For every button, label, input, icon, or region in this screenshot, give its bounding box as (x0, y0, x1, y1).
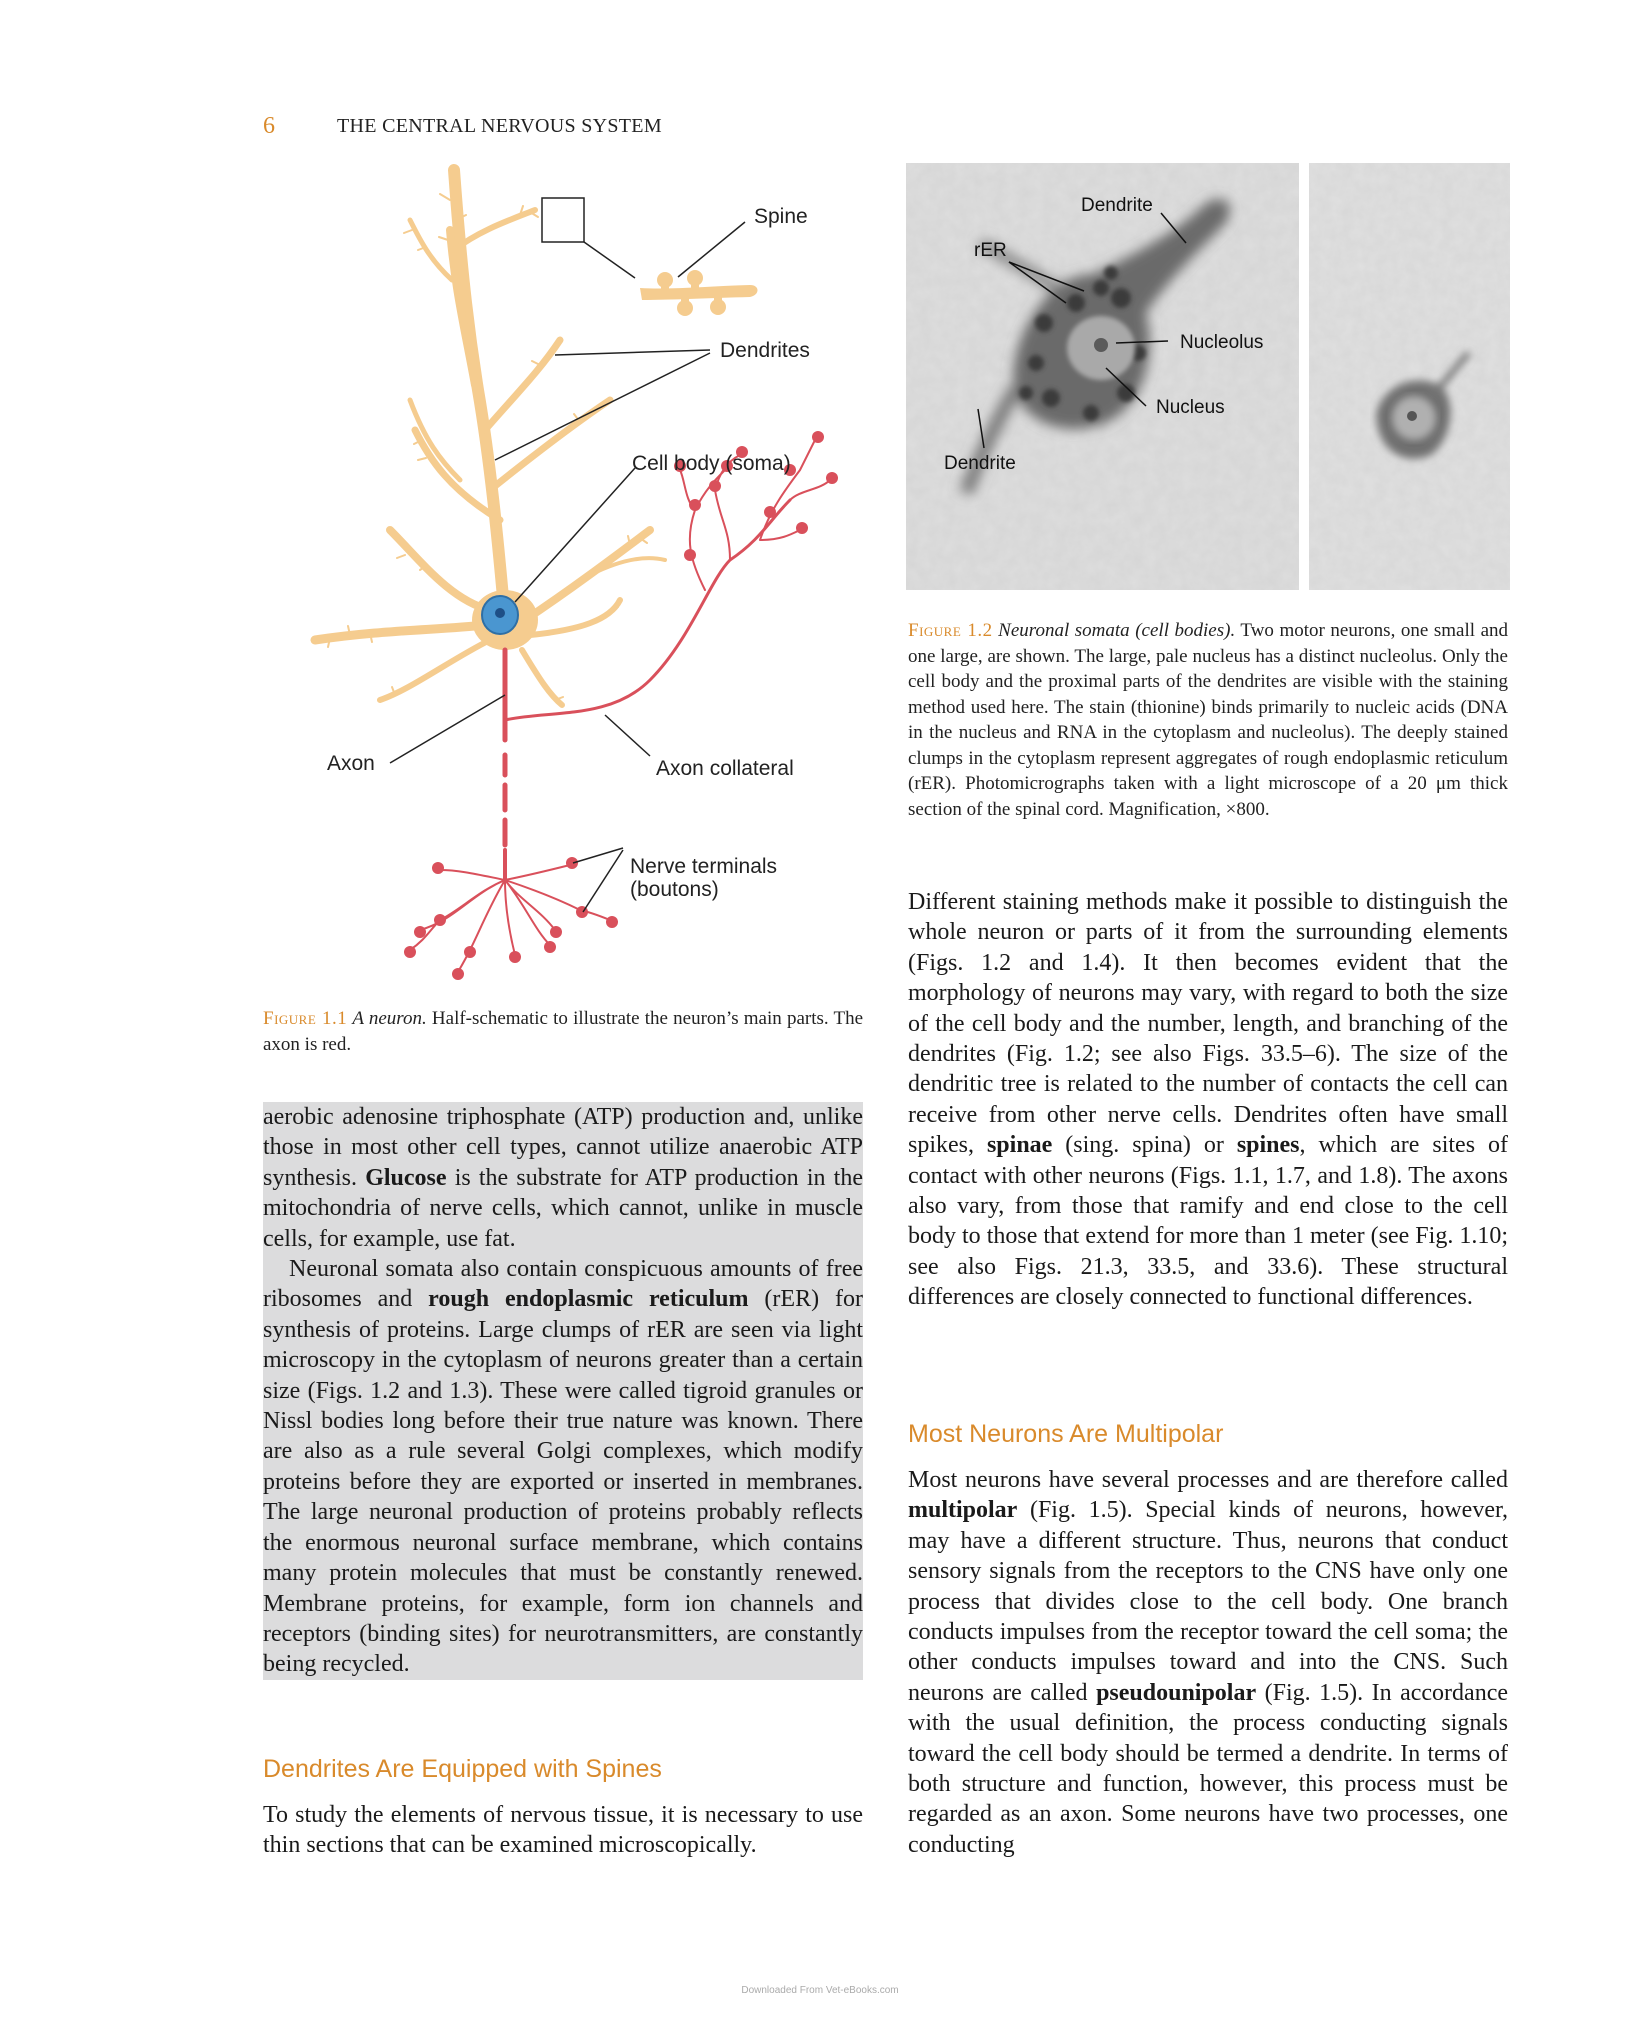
box-paragraph-2 (263, 1254, 863, 1680)
label-spine: Spine (754, 205, 808, 228)
bold-term-glucose: Glucose (365, 1164, 447, 1191)
section-heading-dendrites: Dendrites Are Equipped with Spines (263, 1755, 662, 1783)
label-axon-collateral: Axon collateral (656, 757, 794, 780)
label-dendrites: Dendrites (720, 339, 810, 362)
page-number: 6 (263, 113, 275, 139)
right-paragraph-1 (908, 887, 1508, 1313)
axon (410, 440, 830, 972)
text-run: (Fig. 1.5). Special kinds of neurons, however, may have a different structure. Thus, neurons that conduct sensory signals from the receptors to the CNS have only one process that divides close to the cell body. One branch conducts impulses from the receptor toward the cell soma; the other conducts impulses toward and into the CNS. Such neurons are called (908, 1497, 1508, 1706)
text-run: aerobic adenosine triphosphate (ATP) production and, unlike those in most other cell types, cannot utilize anaerobic ATP synthesis. (263, 1104, 863, 1191)
neuron-schematic-figure (290, 160, 860, 990)
label-boutons: (boutons) (630, 878, 719, 901)
text-run: Neuronal somata also contain conspicuous amounts of free ribosomes and (263, 1256, 863, 1313)
section-heading-multipolar: Most Neurons Are Multipolar (908, 1420, 1224, 1448)
text-run: is the substrate for ATP production in the mitochondria of nerve cells, which cannot, unlike in muscle cells, for example, use fat. (263, 1164, 863, 1252)
spine-zoom-box (542, 198, 584, 242)
text-run: (Fig. 1.5). In accordance with the usual definition, the process conducting signals toward the cell body should be termed a dendrite. In terms of both structure and function, however, this process must be regarded as an axon. Some neurons have two processes, one conducting (908, 1679, 1509, 1858)
label-rer: rER (974, 240, 1007, 261)
figure-1-1-caption (263, 1006, 863, 1057)
nucleolus-photo (1094, 338, 1108, 352)
label-nucleus: Nucleus (1156, 397, 1225, 418)
figure-1-1-label: Figure 1.1 (263, 1008, 348, 1029)
figure-1-2-label: Figure 1.2 (908, 620, 993, 641)
nucleolus-marker (495, 608, 505, 618)
bold-term-spines: spines (1236, 1132, 1300, 1159)
box-paragraph-1 (263, 1102, 863, 1254)
text-run: Most neurons have several processes and are therefore called (908, 1467, 1508, 1493)
figure-1-1-title: A neuron. (352, 1008, 427, 1029)
label-axon: Axon (327, 752, 375, 775)
text-run: (rER) for synthesis of proteins. Large clumps of rER are seen via light microscopy in the cytoplasm of neurons greater than a certain size (Figs. 1.2 and 1.3). These were called tigroid granules or Nissl bodies long before their true nature was known. There are also as a rule several Golgi complexes, which modify proteins before they are exported or inserted in membranes. The large neuronal production of proteins probably reflects the enormous neuronal surface membrane, which contains many protein molecules that must be constantly renewed. Membrane proteins, for example, form ion channels and receptors (binding sites) for neurotransmitters, are constantly being recycled. (263, 1286, 863, 1678)
highlighted-text-box (263, 1102, 863, 1680)
label-nucleolus: Nucleolus (1180, 332, 1264, 353)
bold-term-rer: rough endoplasmic reticulum (428, 1286, 749, 1313)
label-dendrite-top: Dendrite (1081, 195, 1153, 216)
figure-1-1-text: Half-schematic to illustrate the neuron’s main parts. The axon is red. (263, 1008, 864, 1055)
label-nerve-terminals: Nerve terminals (630, 855, 778, 878)
boutons (404, 431, 838, 980)
label-cell-body: Cell body (soma) (632, 452, 791, 475)
photomicrograph-large-neuron (906, 163, 1299, 590)
bold-term-spinae: spinae (986, 1132, 1053, 1159)
text-run: Different staining methods make it possible to distinguish the whole neuron or parts of it from the surrounding elements (Figs. 1.2 and 1.4). It then becomes evident that the morphology of neurons may vary, with regard to both the size of the cell body and the number, length, and branching of the dendrites (Fig. 1.2; see also Figs. 33.5–6). The size of the dendritic tree is related to the number of contacts the cell can receive from other nerve cells. Dendrites often have small spikes, (908, 889, 1508, 1159)
text-run: (sing. spina) or (1052, 1132, 1237, 1159)
figure-1-2-title: Neuronal somata (cell bodies). (998, 620, 1236, 641)
left-paragraph-3 (263, 1800, 863, 1861)
photomicrograph-small-neuron (1309, 163, 1510, 590)
right-paragraph-2 (908, 1465, 1508, 1860)
text-run: To study the elements of nervous tissue, it is necessary to use thin sections that can be examined microscopically. (263, 1802, 863, 1859)
figure-1-2-text: Two motor neurons, one small and one large, are shown. The large, pale nucleus has a distinct nucleolus. Only the cell body and the proximal parts of the dendrites are visible with the staining method used here. The stain (thionine) binds primarily to nucleic acids (DNA in the nucleus and RNA in the cytoplasm and nucleolus). The deeply stained clumps in the cytoplasm represent aggregates of rough endoplasmic reticulum (rER). Photomicrographs taken with a light microscope of a 20 μm thick section of the spinal cord. Magnification, ×800. (908, 620, 1509, 820)
figure-1-2-caption (908, 618, 1508, 822)
text-run: , which are sites of contact with other neurons (Figs. 1.1, 1.7, and 1.8). The axons also vary, from those that ramify and end close to the cell body to those that extend for more than 1 meter (see Fig. 1.10; see also Figs. 21.3, 33.5, and 33.6). These structural differences are closely connected to functional differences. (908, 1132, 1508, 1311)
running-head: THE CENTRAL NERVOUS SYSTEM (337, 115, 662, 137)
bold-term-pseudounipolar: pseudounipolar (1096, 1679, 1257, 1706)
label-dendrite-bottom: Dendrite (944, 453, 1016, 474)
bold-term-multipolar: multipolar (908, 1497, 1018, 1524)
download-footer: Downloaded From Vet-eBooks.com (741, 1985, 899, 1996)
